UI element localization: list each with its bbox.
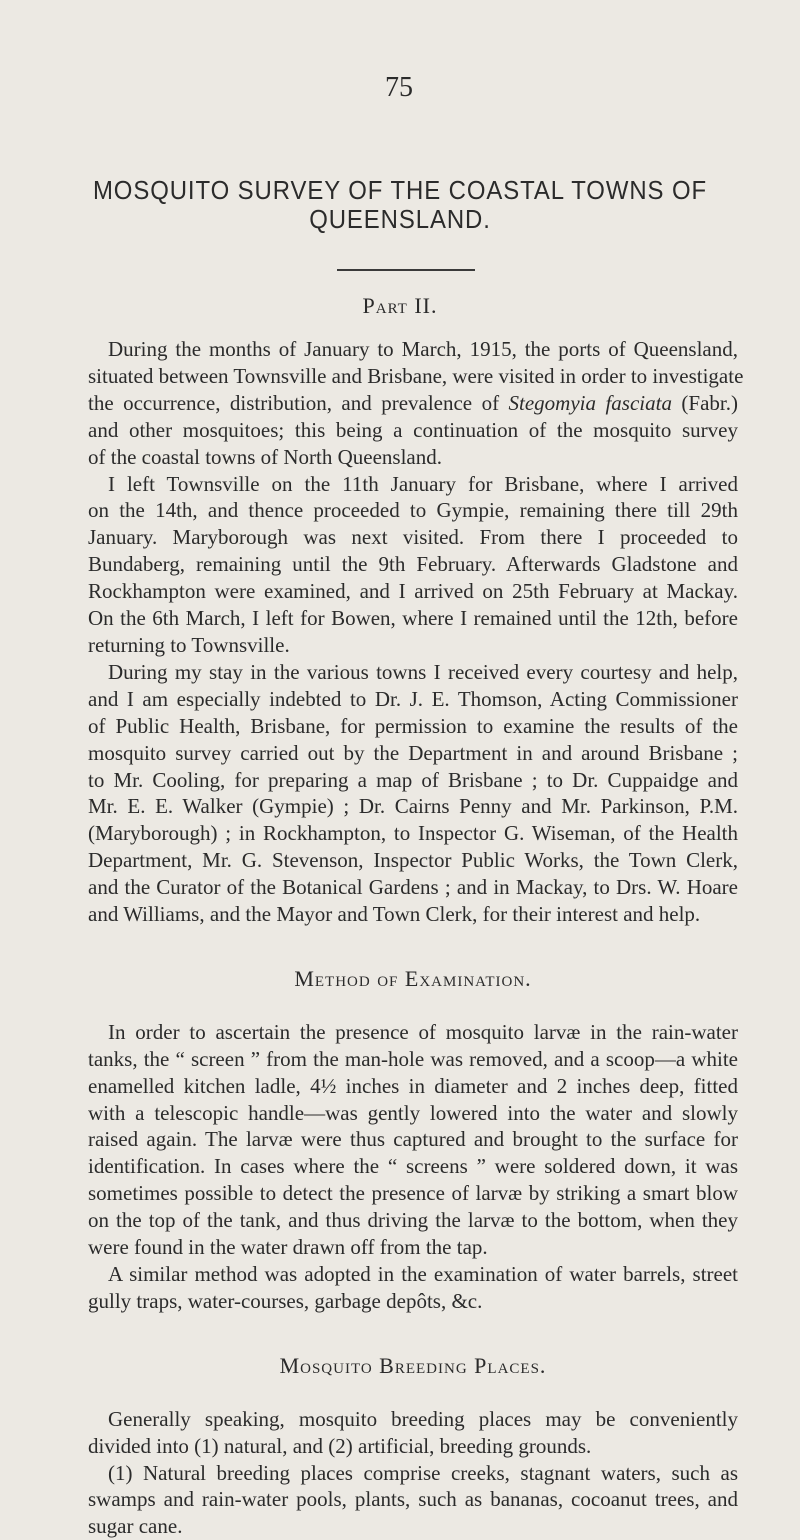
text-line: gully traps, water-courses, garbage depôts, &c. <box>88 1288 483 1313</box>
text-line: Department, Mr. G. Stevenson, Inspector Public Works, the Town Clerk, <box>88 848 738 873</box>
text-line: swamps and rain-water pools, plants, such as bananas, cocoanut trees, and <box>88 1487 738 1512</box>
text-line: January. Maryborough was next visited. From there I proceeded to <box>88 525 738 550</box>
text-line: raised again. The larvæ were thus captured and brought to the surface for <box>88 1127 738 1152</box>
text-line: on the top of the tank, and thus driving the larvæ to the bottom, when they <box>88 1208 738 1233</box>
title-line-2: QUEENSLAND. <box>309 204 491 234</box>
breeding-paragraph-2 <box>88 1460 738 1540</box>
text-line: I left Townsville on the 11th January for Brisbane, where I arrived <box>108 471 738 496</box>
text-line: of the coastal towns of North Queensland. <box>88 444 442 469</box>
text-line: Rockhampton were examined, and I arrived on 25th February at Mackay. <box>88 579 738 604</box>
text-line: divided into (1) natural, and (2) artificial, breeding grounds. <box>88 1433 592 1458</box>
text-line: mosquito survey carried out by the Department in and around Brisbane ; <box>88 740 738 765</box>
intro-paragraph-3 <box>88 659 738 928</box>
text-line: and I am especially indebted to Dr. J. E. Thomson, Acting Commissioner <box>88 686 738 711</box>
text-line: sugar cane. <box>88 1514 183 1539</box>
text-line: with a telescopic handle—was gently lowered into the water and slowly <box>88 1100 738 1125</box>
text-line: enamelled kitchen ladle, 4½ inches in diameter and 2 inches deep, fitted <box>88 1073 738 1098</box>
text-line: situated between Townsville and Brisbane, were visited in order to investigate <box>88 363 744 388</box>
text-line: In order to ascertain the presence of mosquito larvæ in the rain-water <box>108 1019 738 1044</box>
text-line: (1) Natural breeding places comprise creeks, stagnant waters, such as <box>108 1460 738 1485</box>
text-line: On the 6th March, I left for Bowen, where I remained until the 12th, before <box>88 606 738 631</box>
text-line: and the Curator of the Botanical Gardens ; and in Mackay, to Drs. W. Hoare <box>88 875 738 900</box>
breeding-heading: Mosquito Breeding Places. <box>279 1352 547 1378</box>
text-line: and Williams, and the Mayor and Town Clerk, for their interest and help. <box>88 902 701 927</box>
text-line: were found in the water drawn off from the tap. <box>88 1235 488 1260</box>
method-paragraph-2 <box>88 1261 738 1315</box>
part-label: Part II. <box>362 293 438 318</box>
text-line: of Public Health, Brisbane, for permission to examine the results of the <box>88 713 738 738</box>
text-line: returning to Townsville. <box>88 632 290 657</box>
text-line: on the 14th, and thence proceeded to Gympie, remaining there till 29th <box>88 498 738 523</box>
text-line: Generally speaking, mosquito breeding places may be conveniently <box>108 1406 738 1431</box>
text-line: (Maryborough) ; in Rockhampton, to Inspector G. Wiseman, of the Health <box>88 821 738 846</box>
text-line: During the months of January to March, 1915, the ports of Queensland, <box>108 337 738 361</box>
title-divider <box>337 269 475 271</box>
intro-paragraph-2 <box>88 471 738 659</box>
method-paragraph-1 <box>88 1019 738 1261</box>
title-line-1: MOSQUITO SURVEY OF THE COASTAL TOWNS OF <box>92 175 708 205</box>
method-heading: Method of Examination. <box>294 965 532 991</box>
page-title <box>32 176 768 234</box>
page-number: 75 <box>385 72 413 103</box>
text-line: Bundaberg, remaining until the 9th February. Afterwards Gladstone and <box>88 552 738 577</box>
breeding-paragraph-1 <box>88 1406 738 1460</box>
intro-paragraph-1 <box>88 336 744 471</box>
text-line: to Mr. Cooling, for preparing a map of Brisbane ; to Dr. Cuppaidge and <box>88 767 738 792</box>
text-line: Mr. E. E. Walker (Gympie) ; Dr. Cairns Penny and Mr. Parkinson, P.M. <box>88 794 738 819</box>
text-line: sometimes possible to detect the presence of larvæ by striking a smart blow <box>88 1181 738 1206</box>
text-line: A similar method was adopted in the examination of water barrels, street <box>108 1262 738 1286</box>
document-body <box>88 336 744 1540</box>
text-line: tanks, the “ screen ” from the man-hole was removed, and a scoop—a white <box>88 1046 738 1071</box>
text-line: During my stay in the various towns I received every courtesy and help, <box>108 659 738 684</box>
text-line: and other mosquitoes; this being a continuation of the mosquito survey <box>88 417 738 442</box>
text-line: the occurrence, distribution, and prevalence of Stegomyia fasciata (Fabr.) <box>88 390 738 415</box>
text-line: identification. In cases where the “ screens ” were soldered down, it was <box>88 1154 738 1179</box>
